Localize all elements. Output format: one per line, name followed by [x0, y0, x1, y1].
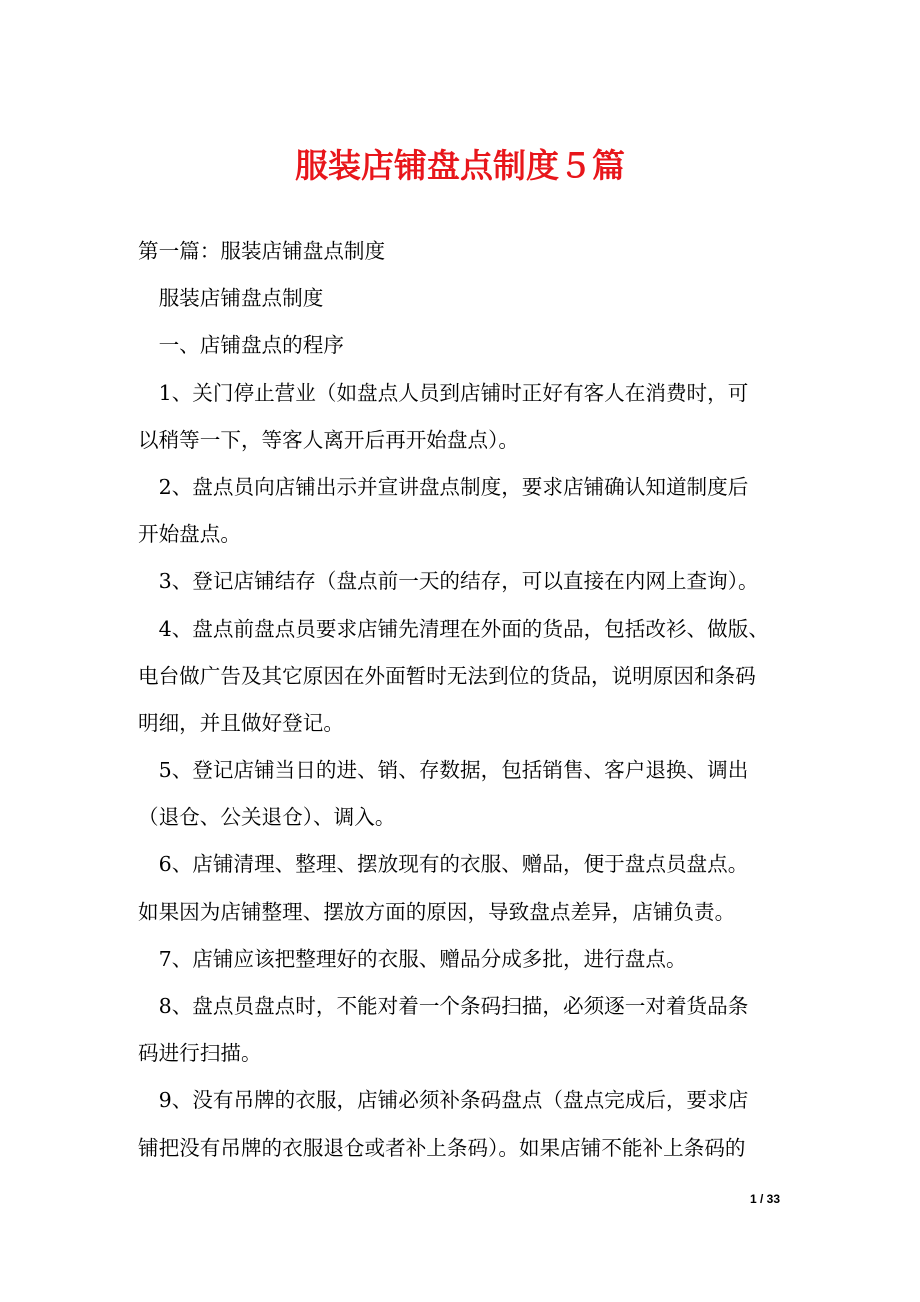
- paragraph-line: 开始盘点。: [138, 522, 241, 547]
- paragraph-line: 以稍等一下，等客人离开后再开始盘点）。: [138, 427, 519, 452]
- paragraph-line: 4、盘点前盘点员要求店铺先清理在外面的货品，包括改衫、做版、: [138, 616, 769, 641]
- paragraph-line: 8、盘点员盘点时，不能对着一个条码扫描，必须逐一对着货品条: [138, 994, 749, 1018]
- paragraph-line: 5、登记店铺当日的进、销、存数据，包括销售、客户退换、调出: [138, 758, 749, 783]
- paragraph-line: 9、没有吊牌的衣服，店铺必须补条码盘点（盘点完成后，要求店: [138, 1088, 749, 1113]
- paragraph-line: 电台做广告及其它原因在外面暂时无法到位的货品，说明原因和条码: [138, 663, 756, 688]
- paragraph-line: （退仓、公关退仓）、调入。: [138, 805, 396, 830]
- paragraph-line: 码进行扫描。: [138, 1041, 262, 1066]
- paragraph-line: 7、店铺应该把整理好的衣服、赠品分成多批，进行盘点。: [138, 946, 687, 971]
- paragraph-line: 如果因为店铺整理、摆放方面的原因，导致盘点差异，店铺负责。: [138, 899, 736, 924]
- document-body: [138, 228, 798, 1172]
- paragraph-line: 铺把没有吊牌的衣服退仓或者补上条码）。如果店铺不能补上条码的: [138, 1135, 746, 1160]
- section-heading: 第一篇：服装店铺盘点制度: [138, 239, 386, 263]
- paragraph-line: 3、登记店铺结存（盘点前一天的结存，可以直接在内网上查询）。: [138, 569, 759, 594]
- paragraph-line: 6、店铺清理、整理、摆放现有的衣服、赠品，便于盘点员盘点。: [138, 852, 749, 877]
- paragraph-line: 1、关门停止营业（如盘点人员到店铺时正好有客人在消费时，可: [138, 380, 749, 405]
- document-title: 服装店铺盘点制度５篇: [295, 146, 625, 185]
- paragraph-line: 2、盘点员向店铺出示并宣讲盘点制度，要求店铺确认知道制度后: [138, 474, 749, 499]
- paragraph-line: 服装店铺盘点制度: [138, 286, 324, 311]
- page-number: 1 / 33: [749, 1192, 780, 1206]
- paragraph-line: 一、店铺盘点的程序: [138, 333, 344, 358]
- paragraph-line: 明细，并且做好登记。: [138, 710, 344, 735]
